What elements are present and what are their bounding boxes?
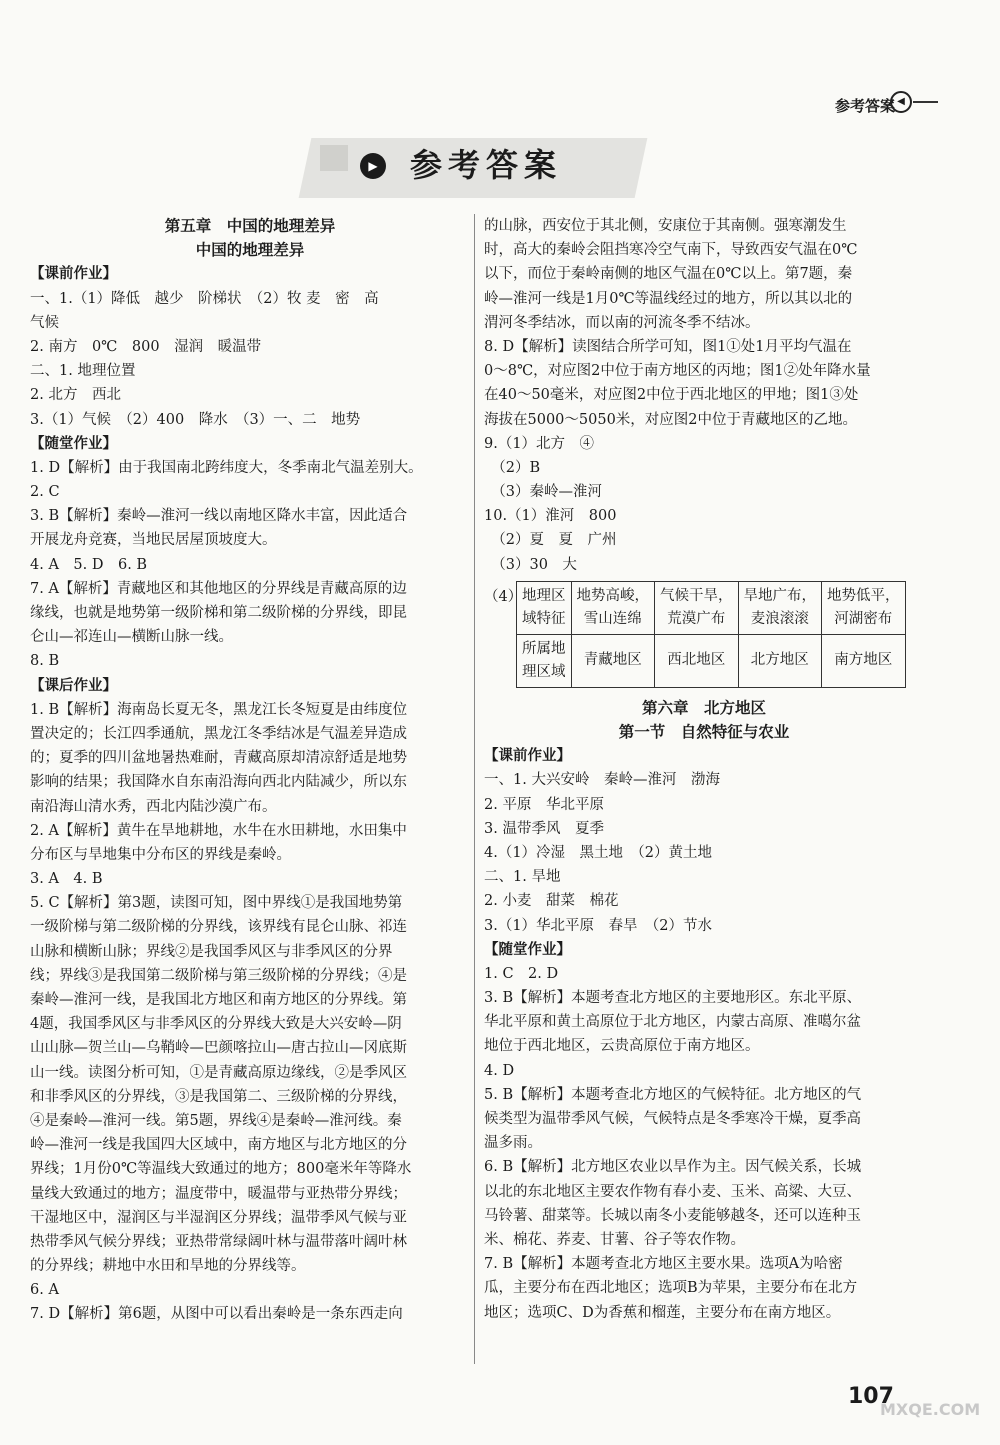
table-cell: 所属地 理区域 <box>517 634 572 687</box>
watermark: MXQE.COM <box>880 1400 981 1419</box>
text-line: 华北平原和黄土高原位于北方地区，内蒙古高原、准噶尔盆 <box>484 1014 861 1031</box>
text-line: （2）夏 夏 广州 <box>484 532 617 549</box>
text-line: 9.（1）北方 ④ <box>484 435 595 452</box>
right-column-top <box>484 214 924 577</box>
answer-table-block <box>484 581 924 688</box>
text-line: 时，高大的秦岭会阻挡寒冷空气南下，导致西安气温在0℃ <box>484 242 858 259</box>
text-line: 0～8℃，对应图2中位于南方地区的丙地；图1②处年降水量 <box>484 363 871 380</box>
text-line: 2. 平原 华北平原 <box>484 796 604 813</box>
text-line: 候类型为温带季风气候，气候特点是冬季寒冷干燥，夏季高 <box>484 1111 861 1127</box>
text-line: 5. C【解析】第3题，读图可知，图中界线①是我国地势第 <box>30 895 403 912</box>
chapter-heading: 第五章 中国的地理差异 <box>164 216 336 235</box>
text-line: 8. B <box>30 653 60 670</box>
text-line: 2. A【解析】黄牛在旱地耕地，水牛在水田耕地，水田集中 <box>30 822 407 839</box>
table-cell: 旱地广布， 麦浪滚滚 <box>738 581 822 634</box>
table-cell: 北方地区 <box>738 634 822 687</box>
text-line: 3.（1）气候 （2）400 降水 （3）一、二 地势 <box>30 411 361 428</box>
table-row <box>517 581 906 634</box>
left-column <box>30 214 470 1327</box>
chapter-heading: 第六章 北方地区 <box>641 697 766 717</box>
text-line: 6. A <box>30 1282 59 1299</box>
table-cell: 南方地区 <box>822 634 906 687</box>
text-line: 7. B【解析】本题考查北方地区主要水果。选项A为哈密 <box>484 1256 843 1273</box>
text-line: 的；夏季的四川盆地暑热难耐，青藏高原却清凉舒适是地势 <box>30 750 407 767</box>
answer-table <box>516 581 906 688</box>
text-line: 3. B【解析】本题考查北方地区的主要地形区。东北平原、 <box>484 990 862 1007</box>
text-line: 4.（1）冷湿 黑土地 （2）黄土地 <box>484 844 713 861</box>
table-cell: 地势低平， 河湖密布 <box>822 581 906 634</box>
text-line: 热带季风气候分界线；亚热带常绿阔叶林与温带落叶阔叶林 <box>30 1233 407 1250</box>
text-line: 8. D【解析】读图结合所学可知，图1①处1月平均气温在 <box>484 338 852 355</box>
header-title: 参考答案 <box>834 97 895 115</box>
table-cell: 气候干旱， 荒漠广布 <box>655 581 739 634</box>
text-line: 南沿海山清水秀，西北内陆沙漠广布。 <box>30 798 277 815</box>
table-item-label: （4） <box>484 588 523 605</box>
text-line: 置决定的；长江四季通航，黑龙江冬季结冰是气温差异造成 <box>30 725 407 742</box>
table-cell: 地势高峻， 雪山连绵 <box>571 581 655 634</box>
text-line: （3）30 大 <box>484 556 577 573</box>
header-arrow-icon: ◀ <box>890 91 912 113</box>
text-line: （2）B <box>484 459 541 476</box>
text-line: 4. A 5. D 6. B <box>30 556 148 573</box>
text-line: （3）秦岭—淮河 <box>484 484 602 501</box>
text-line: 一级阶梯与第二级阶梯的分界线，该界线有昆仑山脉、祁连 <box>30 919 407 936</box>
text-line: 秦岭—淮河一线，是我国北方地区和南方地区的分界线。第 <box>30 992 407 1008</box>
text-line: 仑山—祁连山—横断山脉一线。 <box>30 629 233 646</box>
text-line: 岭—淮河一线是1月0℃等温线经过的地方，所以其以北的 <box>484 290 853 307</box>
text-line: 7. D【解析】第6题，从图中可以看出秦岭是一条东西走向 <box>30 1306 403 1323</box>
text-line: 7. A【解析】青藏地区和其他地区的分界线是青藏高原的边 <box>30 580 407 597</box>
text-line: 2. C <box>30 484 60 501</box>
text-line: 2. 北方 西北 <box>30 387 121 404</box>
text-line: 3.（1）华北平原 春旱 （2）节水 <box>484 917 713 934</box>
text-line: 瓜，主要分布在西北地区；选项B为苹果，主要分布在北方 <box>484 1280 858 1297</box>
text-line: 1. B【解析】海南岛长夏无冬，黑龙江长冬短夏是由纬度位 <box>30 701 408 718</box>
text-line: 和非季风区的分界线，③是我国第二、三级阶梯的分界线， <box>30 1088 407 1105</box>
text-line: 山一线。读图分析可知，①是青藏高原边缘线，②是季风区 <box>30 1064 407 1081</box>
text-line: 影响的结果；我国降水自东南沿海向西北内陆减少，所以东 <box>30 774 407 791</box>
text-line: 分布区与旱地集中分布区的界线是秦岭。 <box>30 846 291 863</box>
banner-title: 参考答案 <box>410 146 563 184</box>
text-line: 海拔在5000～5050米，对应图2中位于青藏地区的乙地。 <box>484 411 858 428</box>
text-line: 界线；1月份0℃等温线大致通过的地方；800毫米年等降水 <box>30 1161 412 1178</box>
text-line: 地位于西北地区，云贵高原位于南方地区。 <box>484 1038 760 1055</box>
text-line: 以下，而位于秦岭南侧的地区气温在0℃以上。第7题，秦 <box>484 266 853 283</box>
banner-decoration <box>320 145 348 171</box>
table-cell: 青藏地区 <box>571 634 655 687</box>
column-divider <box>474 214 475 1364</box>
text-line: 温多雨。 <box>484 1135 542 1152</box>
section-heading: 【课前作业】 <box>30 265 117 283</box>
section-heading: 【随堂作业】 <box>30 434 117 452</box>
text-line: 的山脉，西安位于其北侧，安康位于其南侧。强寒潮发生 <box>484 218 847 234</box>
text-line: 二、1. 旱地 <box>484 869 561 886</box>
text-line: 一、1.（1）降低 越少 阶梯状 （2）牧 麦 密 高 <box>30 290 379 307</box>
header-rule <box>913 101 938 103</box>
page-number: 107 <box>848 1384 894 1409</box>
section-heading: 【随堂作业】 <box>484 940 571 958</box>
text-line: 二、1. 地理位置 <box>30 363 136 380</box>
text-line: 3. B【解析】秦岭—淮河一线以南地区降水丰富，因此适合 <box>30 508 408 525</box>
text-line: 量线大致通过的地方；温度带中，暖温带与亚热带分界线； <box>30 1185 407 1202</box>
text-line: 马铃薯、甜菜等。长城以南冬小麦能够越冬，还可以连种玉 <box>484 1207 861 1224</box>
text-line: 2. 南方 0℃ 800 湿润 暖温带 <box>30 338 262 355</box>
text-line: 山脉和横断山脉；界线②是我国季风区与非季风区的分界 <box>30 943 393 960</box>
text-line: 3. A 4. B <box>30 871 103 888</box>
table-cell: 地理区 域特征 <box>517 581 572 634</box>
text-line: 气候 <box>30 314 59 331</box>
text-line: 米、棉花、荞麦、甘薯、谷子等农作物。 <box>484 1231 745 1248</box>
text-line: 开展龙舟竞赛，当地民居屋顶坡度大。 <box>30 532 277 549</box>
text-line: 以北的东北地区主要农作物有春小麦、玉米、高粱、大豆、 <box>484 1183 861 1200</box>
text-line: 3. 温带季风 夏季 <box>484 820 604 837</box>
text-line: 4. D <box>484 1062 515 1079</box>
play-icon: ▶ <box>360 153 386 179</box>
right-column-bottom <box>484 696 924 1325</box>
chapter-heading: 第一节 自然特征与农业 <box>618 722 790 741</box>
text-line: 的分界线；耕地中水田和旱地的分界线等。 <box>30 1258 306 1275</box>
text-line: 山山脉—贺兰山—乌鞘岭—巴颜喀拉山—唐古拉山—冈底斯 <box>30 1040 407 1057</box>
section-heading: 【课后作业】 <box>30 676 117 694</box>
table-cell: 西北地区 <box>655 634 739 687</box>
text-line: 线；界线③是我国第二级阶梯与第三级阶梯的分界线；④是 <box>30 967 407 984</box>
text-line: 一、1. 大兴安岭 秦岭—淮河 渤海 <box>484 772 720 789</box>
text-line: 6. B【解析】北方地区农业以旱作为主。因气候关系，长城 <box>484 1159 862 1176</box>
text-line: 2. 小麦 甜菜 棉花 <box>484 893 619 910</box>
text-line: 1. D【解析】由于我国南北跨纬度大，冬季南北气温差别大。 <box>30 459 423 476</box>
text-line: 渭河冬季结冰，而以南的河流冬季不结冰。 <box>484 314 760 331</box>
text-line: 10.（1）淮河 800 <box>484 508 617 525</box>
table-row <box>517 634 906 687</box>
text-line: 4题，我国季风区与非季风区的分界线大致是大兴安岭—阴 <box>30 1016 402 1033</box>
text-line: 5. B【解析】本题考查北方地区的气候特征。北方地区的气 <box>484 1086 862 1103</box>
text-line: 在40～50毫米，对应图2中位于西北地区的甲地；图1③处 <box>484 387 859 404</box>
section-heading: 【课前作业】 <box>484 747 571 765</box>
chapter-heading: 中国的地理差异 <box>195 240 305 260</box>
text-line: 1. C 2. D <box>484 965 559 982</box>
text-line: 干湿地区中，湿润区与半湿润区分界线；温带季风气候与亚 <box>30 1209 407 1226</box>
right-column <box>484 214 924 1325</box>
text-line: 地区；选项C、D为香蕉和榴莲，主要分布在南方地区。 <box>484 1304 841 1321</box>
text-line: 岭—淮河一线是我国四大区域中，南方地区与北方地区的分 <box>30 1137 407 1154</box>
text-line: ④是秦岭—淮河一线。第5题，界线④是秦岭—淮河线。秦 <box>30 1112 402 1129</box>
text-line: 缘线，也就是地势第一级阶梯和第二级阶梯的分界线，即昆 <box>30 605 407 621</box>
